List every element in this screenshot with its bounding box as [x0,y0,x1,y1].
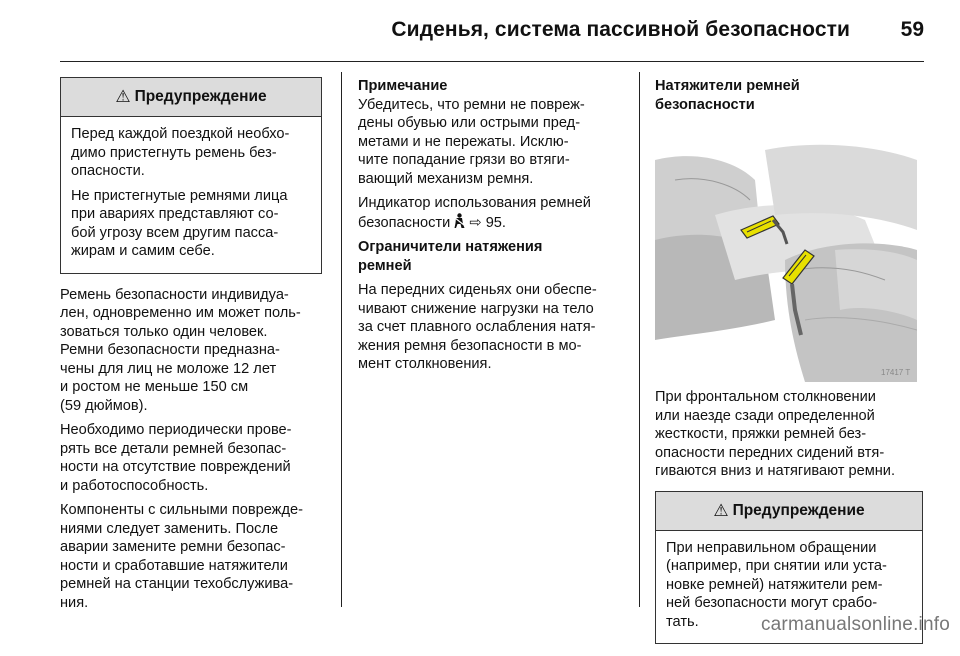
indicator-paragraph [358,194,626,232]
body-paragraph: На передних сиденьях они обеспе- чивают снижение нагрузки на тело за счет плавного ослабления натя- жения ремня безопасности в мо- мент столкновения. [358,282,597,372]
warning-body [61,117,321,273]
seat-belt-icon [454,213,465,229]
warning-triangle-icon: ⚠ [713,500,729,520]
watermark: carmanualsonline.info [760,614,950,635]
seat-belt-buckle-figure [655,120,917,382]
header-divider [60,61,924,62]
note-block [358,77,626,188]
warning-title: Предупреждение [134,88,267,105]
warning-box [60,77,322,274]
warning-paragraph: Перед каждой поездкой необхо- димо пристегнуть ремень без- опасности. [71,126,290,179]
note-text: Убедитесь, что ремни не повреж- дены обувью или острыми пред- метами и не пережаты. Исклю- чите попадание грязи во втяги- вающий механизм ремня. [358,96,585,187]
page-number: 59 [900,18,924,41]
middle-column [358,77,626,380]
indicator-page-reference[interactable]: 95. [485,214,506,231]
right-column [655,77,923,656]
body-paragraph: Необходимо периодически прове- рять все детали ремней безопас- ности на отсутствие повреждений и работоспособность. [60,422,292,494]
warning-header [656,492,922,531]
warning-triangle-icon: ⚠ [115,87,131,106]
buckle-illustration [655,120,917,382]
warning-header [61,78,321,117]
left-column [60,77,322,618]
warning-paragraph: При неправильном обращении (например, при снятии или уста- новке ремней) натяжители рем- ней безопасности могут срабо- тать. [666,539,887,630]
warning-title: Предупреждение [732,501,865,519]
indicator-text: Индикатор использования ремней безопасности [358,195,591,231]
figure-code: 17417 T [881,368,911,377]
note-title: Примечание [358,78,448,94]
column-divider-1 [341,72,342,607]
body-paragraph: При фронтальном столкновении или наезде сзади определенной жесткости, пряжки ремней без- опасности передних сидений втя- гиваются вниз и натягивают ремни. [655,389,896,479]
warning-paragraph: Не пристегнутые ремнями лица при авариях представляют со- бой угрозу всем другим пасса- жирам и самим себе. [71,187,288,259]
page-title: Сиденья, система пассивной безопасности [391,18,850,41]
section-heading: Натяжители ремней безопасности [655,78,800,113]
section-heading: Ограничители натяжения ремней [358,239,543,274]
column-divider-2 [639,72,640,607]
body-paragraph: Компоненты с сильными поврежде- ниями следует заменить. После аварии замените ремни безопас- ности и сработавшие натяжители ремней на станции техобслужива- ния. [60,502,303,611]
page-reference-icon: ⇨ [469,214,482,231]
body-paragraph: Ремень безопасности индивидуа- лен, одновременно им может поль- зоваться только один человек. Ремни безопасности предназна- чены для лиц не моложе 12 лет и ростом не меньше 150 см (59 дюймов). [60,286,301,414]
